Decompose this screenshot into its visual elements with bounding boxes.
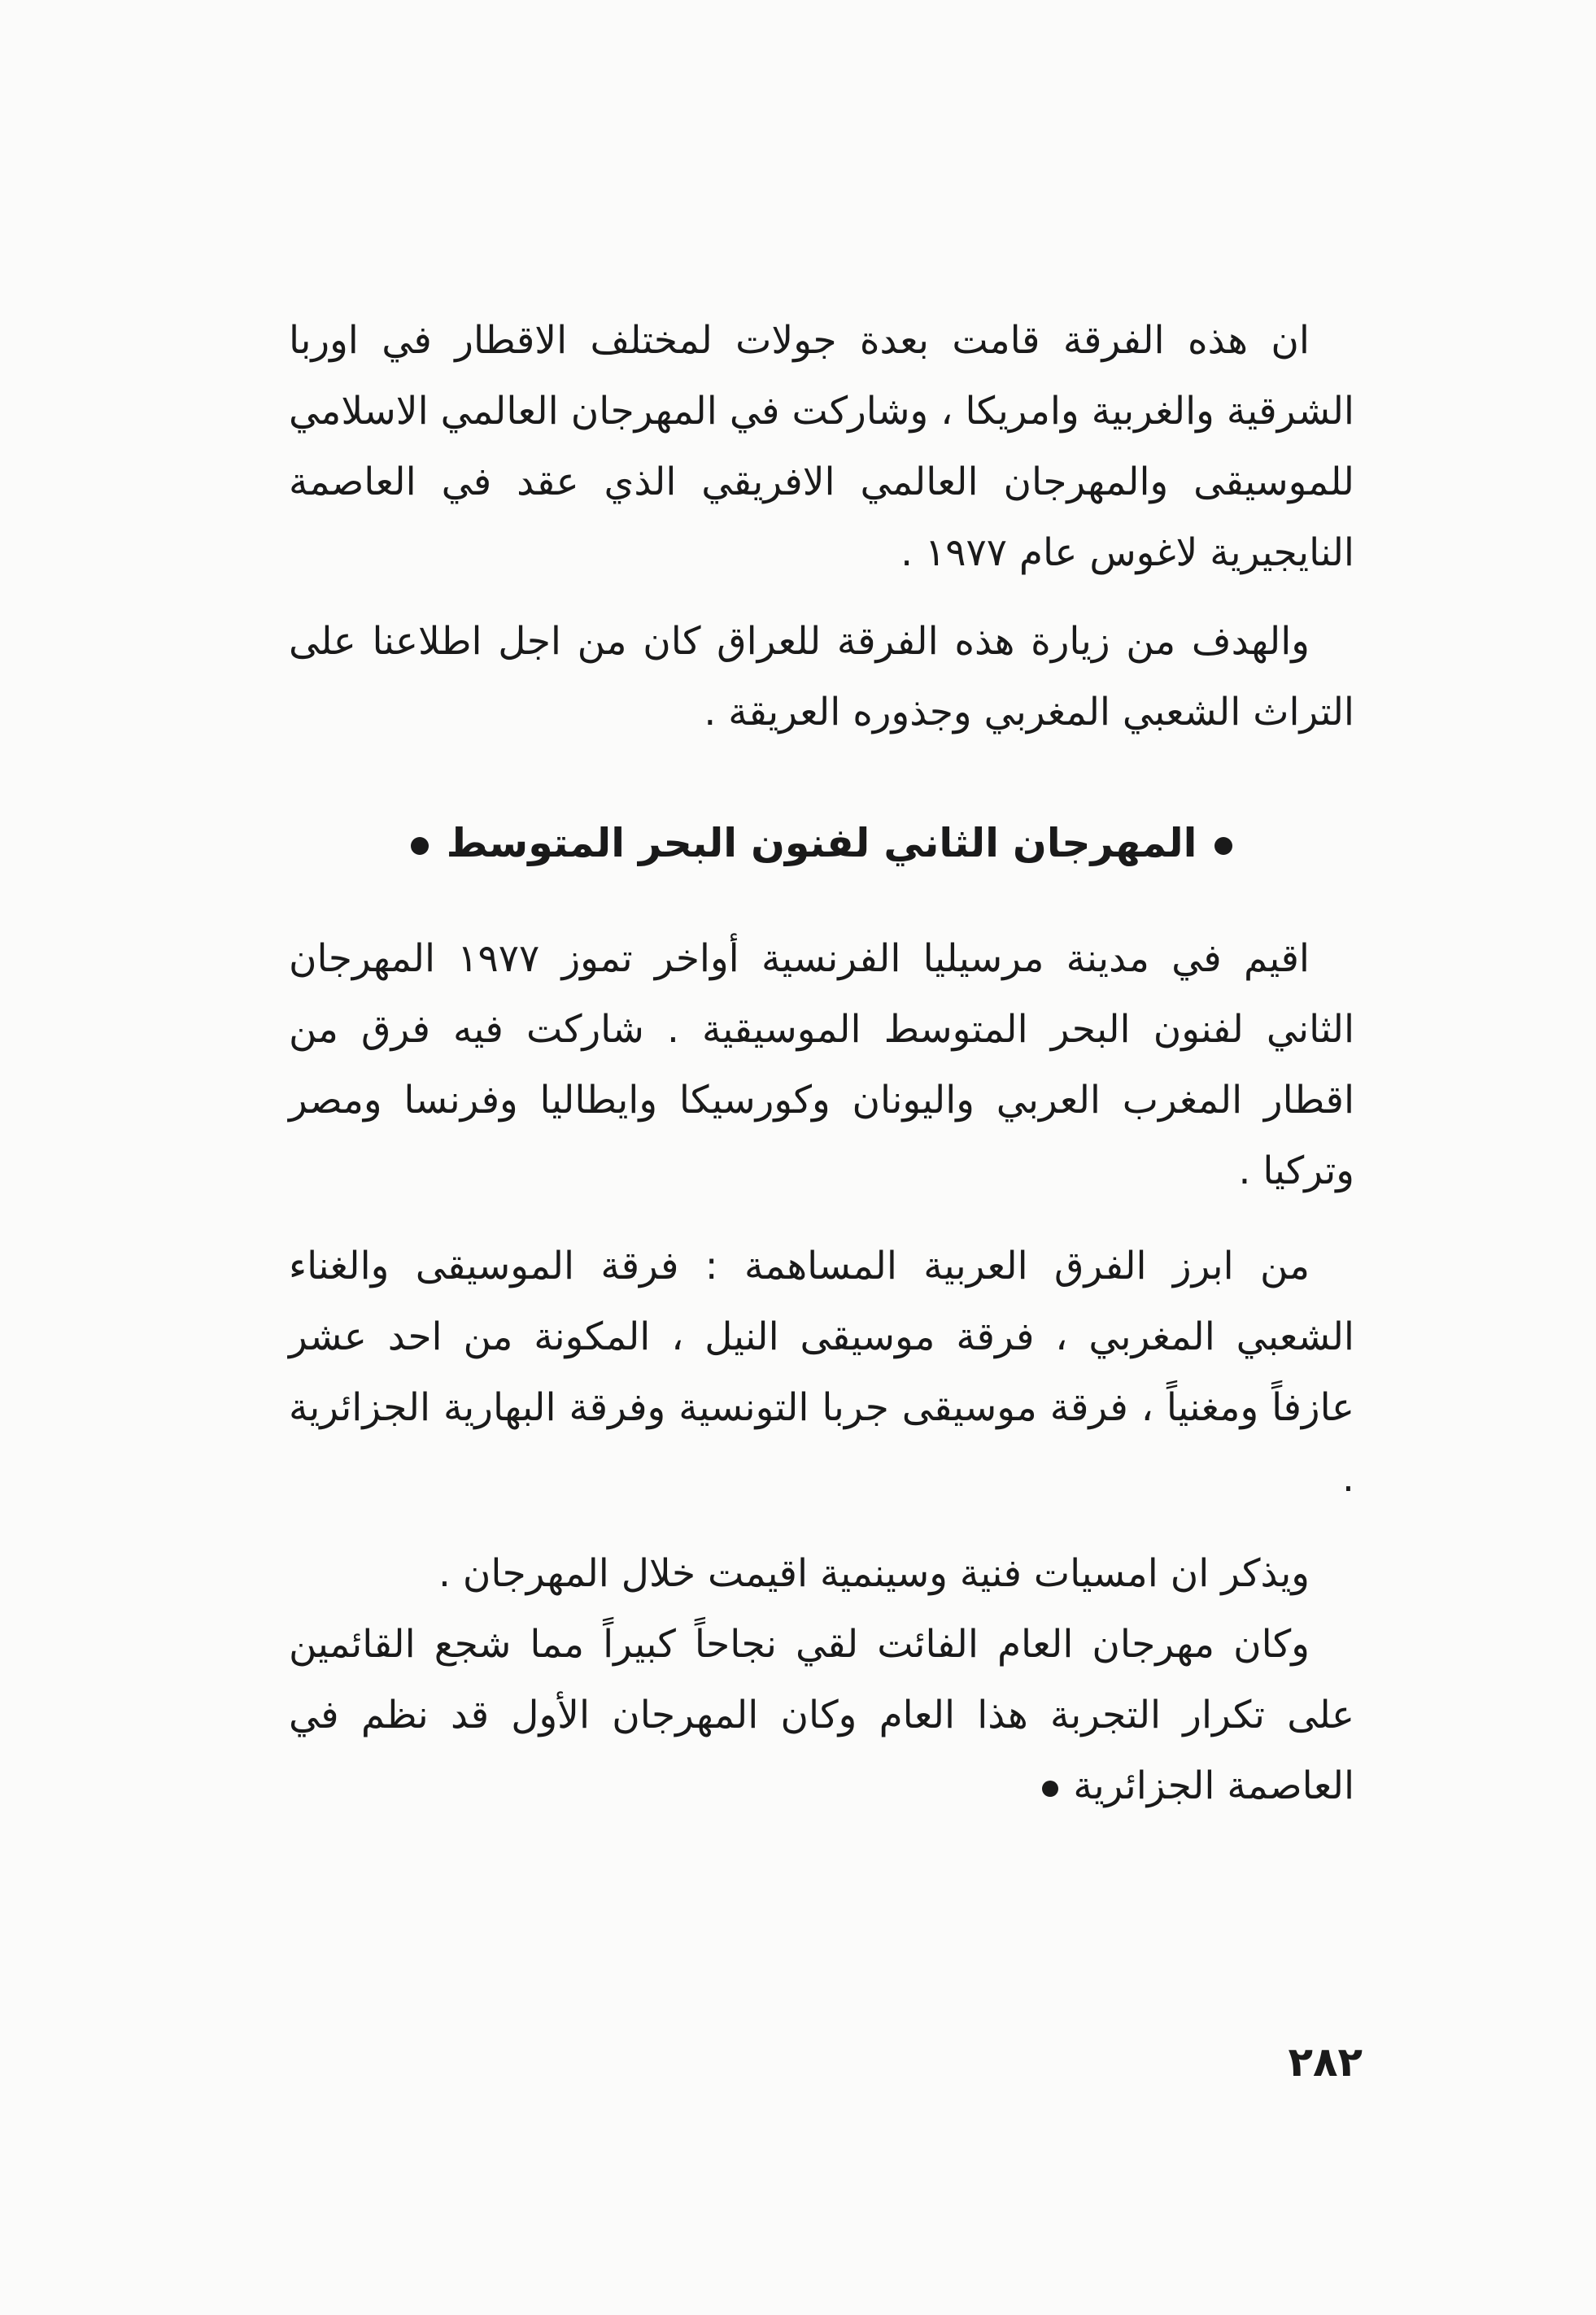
paragraph-evenings: ويذكر ان امسيات فنية وسينمية اقيمت خلال المهرجان . bbox=[438, 1551, 1310, 1596]
text-body bbox=[289, 305, 1354, 1821]
paragraph-last-year-text: وكان مهرجان العام الفائت لقي نجاحاً كبيراً مما شجع القائمين على تكرار التجربة هذا العام وكان المهرجان الأول قد نظم في العاصمة الجزائرية bbox=[289, 1622, 1354, 1808]
paragraph-marseille-festival: اقيم في مدينة مرسيليا الفرنسية أواخر تموز ١٩٧٧ المهرجان الثاني لفنون البحر المتوسط الموسيقية . شاركت فيه فرق من اقطار المغرب العربي واليونان وكورسيكا وايطاليا وفرنسا ومصر وتركيا . bbox=[289, 936, 1354, 1193]
bullet-icon bbox=[411, 837, 429, 855]
end-bullet-icon bbox=[1042, 1781, 1058, 1797]
paragraph-last-year-success bbox=[289, 1609, 1354, 1821]
bullet-icon bbox=[1214, 837, 1232, 855]
page-number: ٢٨٢ bbox=[1288, 2038, 1363, 2086]
section-heading-text: المهرجان الثاني لفنون البحر المتوسط bbox=[446, 820, 1197, 866]
section-heading bbox=[289, 811, 1354, 876]
paragraph-visit-purpose: والهدف من زيارة هذه الفرقة للعراق كان من اجل اطلاعنا على التراث الشعبي المغربي وجذوره العريقة . bbox=[289, 619, 1354, 735]
paragraph-arab-troupes: من ابرز الفرق العربية المساهمة : فرقة الموسيقى والغناء الشعبي المغربي ، فرقة موسيقى النيل ، المكونة من احد عشر عازفاً ومغنياً ، فرقة موسيقى جربا التونسية وفرقة البهارية الجزائرية . bbox=[289, 1244, 1354, 1501]
paragraph-festival-tours: ان هذه الفرقة قامت بعدة جولات لمختلف الاقطار في اوربا الشرقية والغربية وامريكا ، وشاركت في المهرجان العالمي الاسلامي للموسيقى والمهرجان العالمي الافريقي الذي عقد في العاصمة النايجيرية لاغوس عام ١٩٧٧ . bbox=[289, 318, 1354, 575]
